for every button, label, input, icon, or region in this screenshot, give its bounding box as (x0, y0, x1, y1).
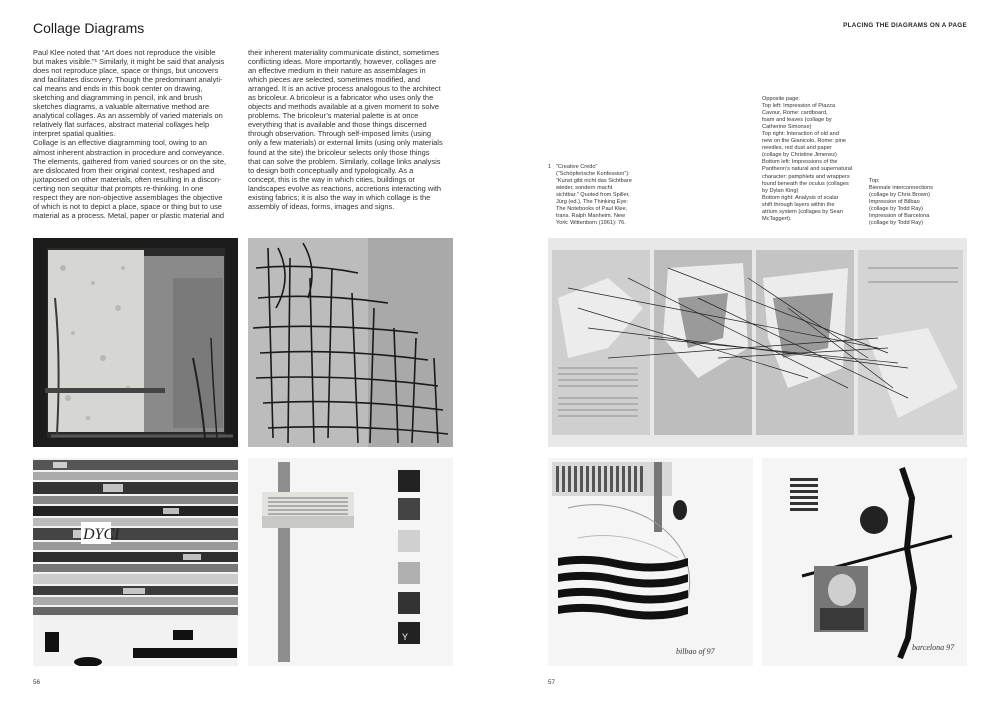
body-column-right: their inherent materiality communicate distinct, sometimes conflicting ideas. More importantly, however, collages are an effective medium in their nature as assemblages in which pieces are selected, sometimes modified, and arranged. It is an active process analogous to the architect as bricoleur. A bricoleur is a fabricator who uses only the objects and methods available at a given moment to solve problems. The bricoleur’s material palette is at once everything that is available and those things discerned through observation. Through self-imposed limits (using only a few materials) or external limits (using only materials found at the site) the bricoleur selects only those things that can solve the problem. Similarly, collage links analysis to design both conceptually and typologically. As a concept, this is the way in which cities, buildings or landscapes evolve as reactions, accretions interacting with existing fabrics; it is also the way in which collage is the assembly of ideas, forms, images and signs. (248, 48, 443, 211)
collage-bilbao (548, 458, 753, 666)
caption-opposite-page: Opposite page: Top left: Impression of Piazza Cavour, Rome: cardboard, foam and leaves (collage by Catherine Simonse) Top right: Interaction of old and new on the Gianicolo, Rome: pine needles, red dust and paper (collage by Christine Jimenez) Bottom left: Impressions of the Pantheon’s natural and supernatural character: pamphlets and wrappers found beneath the oculus (collages by Dylan King) Bottom right: Analysis of scalar shift through layers within the atrium system (collages by Sean McTaggert). (762, 96, 853, 222)
collage-signature-barcelona: barcelona 97 (912, 643, 955, 652)
page-number-left: 56 (33, 679, 41, 686)
footnote-number: 1 (548, 164, 552, 170)
collage-signature-bilbao: bilbao of 97 (676, 647, 715, 656)
footnote: 1 “Creative Credo” (“Schöpferische Konfession”): “Kunst gibt nicht das Sichtbare wieder, sondern macht sichtbar.” Quoted from Spiller, Jürg (ed.), The Thinking Eye: The Notebooks of Paul Klee, trans. Ralph Manheim. New York: Wittenborn (1961): 76. (548, 164, 632, 226)
page-title: Collage Diagrams (33, 20, 145, 36)
collage-text-dyci: DYCI (83, 526, 120, 543)
collage-text-y: Y (402, 632, 409, 642)
section-header: PLACING THE DIAGRAMS ON A PAGE (843, 22, 967, 29)
collage-barcelona (762, 458, 967, 666)
page-number-right: 57 (548, 679, 556, 686)
collage-gianicolo (248, 238, 453, 447)
caption-top: Top: Biennale interconnections (collage by Chris Brown) Impression of Bilbao (collage by Todd Ray) Impression of Barcelona (collage by Todd Ray) (869, 178, 934, 227)
collage-atrium-layers (248, 458, 453, 666)
collage-biennale-interconnections (548, 238, 967, 447)
collage-piazza-cavour (33, 238, 238, 447)
collage-pantheon-pamphlets (33, 458, 238, 666)
body-column-left: Paul Klee noted that “Art does not reproduce the visible but makes visible.”¹ Similarly, it might be said that analysis does not reproduce place, space or things, but uncovers and facilitates discovery. Though the predominant analyti- cal means and ends in this book center on drawing, sketching and diagramming in pencil, ink and brush sketches diagrams, a valuable alternative method are analytical collages. As an assembly of varied materials on relatively flat surfaces, abstract material collages help interpret spatial qualities. Collage is an effective diagramming tool, owing to an almost inherent abstraction in procedure and conveyance. The elements, gathered from varied sources or on the site, are dislocated from their original context, reshaped and juxtaposed on other materials, often resulting in a discon- certing non sequitur that prompts re-thinking. In one respect they are non-objective assemblages the objective of which is not to depict a place, space or thing but to use material as a process. Metal, paper or plastic material and (33, 48, 227, 220)
